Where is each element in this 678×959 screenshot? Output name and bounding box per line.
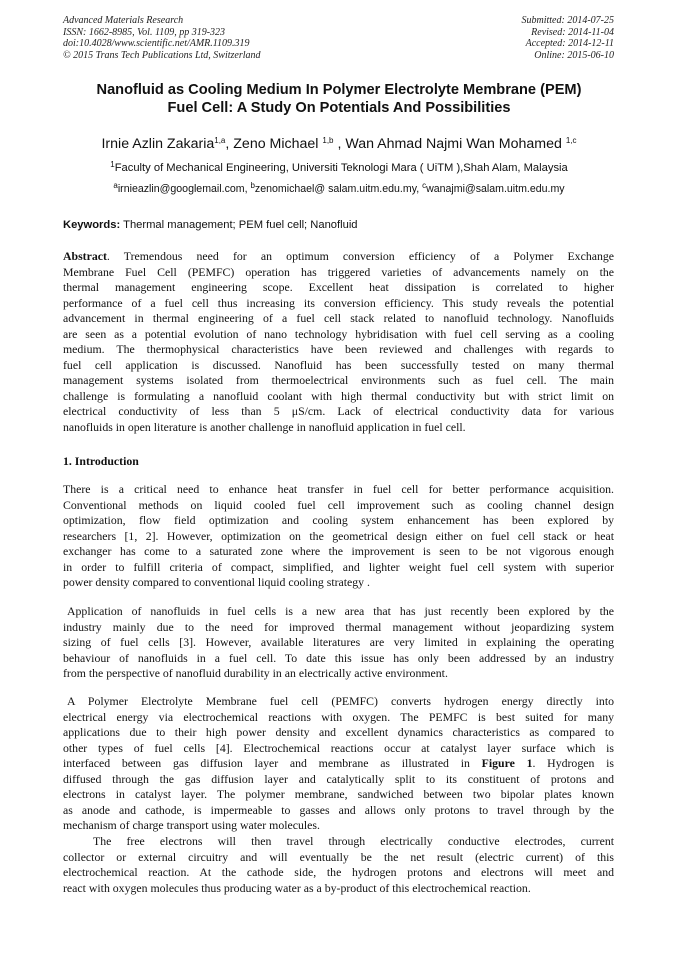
paragraph-line: diffused through the gas diffusion layer and catalytically split to its constituent of protons and [63, 771, 614, 786]
paragraph-line: other types of fuel cells [4]. Electrochemical reactions occur at catalyst layer surface which is [63, 740, 614, 755]
author-1-affil: 1,a [214, 136, 226, 145]
author-3-affil: 1,c [565, 136, 577, 145]
paragraph-line: interfaced between gas diffusion layer and membrane as illustrated in Figure 1. Hydrogen is [63, 756, 614, 770]
paragraph-line: electrons in catalyst layer. The polymer membrane, sandwiched between two bipolar plates known [63, 787, 614, 801]
author-list [20, 135, 658, 153]
submitted-date: Submitted: 2014-07-25 [521, 15, 614, 26]
abstract-line: Membrane Fuel Cell (PEMFC) operation has triggered varieties of advancements namely on the [63, 264, 614, 279]
paragraph-line: industry mainly due to the need for improved thermal management without jeopardizing system [63, 619, 614, 634]
journal-header-right [522, 15, 615, 61]
paragraph-line: react with oxygen molecules thus producing water as a by-product of this electrochemical reaction. [63, 880, 531, 895]
online-date: Online: 2015-06-10 [534, 49, 614, 61]
paragraph-line: researchers [1, 2]. However, optimization on the geometrical design either on fuel cell stack or heat [63, 528, 614, 543]
paragraph-line: sizing of fuel cells [3]. However, available literatures are very limited in explaining the operating [63, 635, 614, 649]
paragraph-line: in order to fulfill criteria of compact, simplified, and lighter weight fuel cell system with superior [63, 559, 614, 574]
email-b: zenomichael@ salam.uitm.edu.my, [254, 183, 423, 195]
abstract-line: advancement in thermal engineering of a fuel cell stack related to nanofluid technology. Nanofluids [63, 311, 614, 325]
paragraph-line: Conventional methods on liquid cooled fuel cell improvement such as cooling channel design [63, 497, 614, 512]
issn-line: ISSN: 1662-8985, Vol. 1109, pp 319-323 [63, 26, 226, 38]
email-c: wanajmi@salam.uitm.edu.my [426, 183, 565, 195]
paragraph-line: as anode and cathode, is impermeable to gasses and allows only protons to travel through by the [63, 802, 614, 817]
affiliation-text: Faculty of Mechanical Engineering, Universiti Teknologi Mara ( UiTM ),Shah Alam, Malaysia [114, 162, 568, 174]
paper-title [40, 81, 638, 117]
accepted-date: Accepted: 2014-12-11 [525, 38, 614, 49]
keywords-label: Keywords: [63, 219, 121, 231]
keywords-text: Thermal management; PEM fuel cell; Nanofluid [123, 219, 358, 231]
abstract-line: Abstract. Tremendous need for an optimum conversion efficiency of a Polymer Exchange [63, 249, 614, 263]
author-2: , Zeno Michael [225, 136, 323, 152]
intro-paragraph-2 [63, 604, 614, 682]
abstract [63, 249, 614, 435]
copyright-line: © 2015 Trans Tech Publications Ltd, Switzerland [63, 49, 261, 61]
journal-header-left [63, 15, 261, 61]
author-emails [20, 182, 658, 196]
intro-paragraph-4 [63, 834, 614, 896]
paragraph-line: from the perspective of nanofluid durability in an electrically active environment. [63, 666, 448, 680]
paragraph-line: The free electrons will then travel through electrically conductive electrodes, current [93, 834, 614, 848]
section-heading-introduction: 1. Introduction [63, 454, 139, 468]
email-a-marker: a [113, 181, 118, 190]
abstract-line: thermal management engineering scope. Excellent heat dissipation is correlated to higher [63, 280, 614, 294]
paragraph-line: electrochemical reaction. At the cathode side, the hydrogen protons and electrons will meet and [63, 865, 614, 879]
title-line-2: Fuel Cell: A Study On Potentials And Possibilities [167, 100, 511, 116]
paragraph-line: behaviour of nanofluids in a fuel cell. To date this issue has only been addressed by an industry [63, 650, 614, 665]
abstract-line: electrical conductivity of less than 5 μS/cm. Lack of electrical conductivity data for various [63, 404, 614, 418]
paragraph-line: power density compared to conventional liquid cooling strategy . [63, 575, 370, 589]
email-b-marker: b [250, 181, 255, 190]
paragraph-line: electrical energy via electrochemical reactions with oxygen. The PEMFC is best suited for many [63, 709, 614, 724]
paragraph-line: exchanger has come to a saturated zone where the improvement is seen to be not vigorous enough [63, 544, 614, 558]
paragraph-line: mechanism of charge transport using water molecules. [63, 818, 320, 832]
intro-paragraph-3 [63, 694, 614, 834]
figure-1-reference: Figure 1 [481, 756, 533, 770]
affiliation-number: 1 [110, 160, 115, 169]
abstract-line: are seen as a potential evolution of nano technology hybridisation with fuel cell serving as a cooling [63, 326, 614, 341]
paragraph-line: applications due to their high power density and excellent dynamics characteristics as compared to [63, 725, 614, 739]
email-a: irnieazlin@googlemail.com, [117, 183, 251, 195]
email-c-marker: c [422, 181, 427, 190]
paragraph-line: A Polymer Electrolyte Membrane fuel cell (PEMFC) converts hydrogen energy directly into [67, 694, 614, 708]
author-3: , Wan Ahmad Najmi Wan Mohamed [333, 136, 566, 152]
abstract-line: challenge is formulating a nanofluid coolant with high thermal conductivity but with strict limit on [63, 388, 614, 403]
intro-paragraph-1 [63, 482, 614, 591]
title-line-1: Nanofluid as Cooling Medium In Polymer Electrolyte Membrane (PEM) [96, 82, 582, 98]
author-1: Irnie Azlin Zakaria [101, 136, 215, 152]
revised-date: Revised: 2014-11-04 [531, 26, 614, 38]
author-2-affil: 1,b [322, 136, 334, 145]
abstract-line: performance of a fuel cell thus increasing its conversion efficiency. This study reveals the potential [63, 295, 614, 310]
abstract-line: management systems isolated from thermoelectrical environments such as fuel cell. The main [63, 373, 614, 387]
abstract-label: Abstract [63, 249, 107, 263]
paragraph-line: There is a critical need to enhance heat transfer in fuel cell for better performance acquisition. [63, 482, 614, 496]
journal-name: Advanced Materials Research [63, 15, 184, 26]
paragraph-line: collector or external circuitry and will eventually be the net result (electric current) of this [63, 849, 614, 864]
keywords [63, 218, 358, 232]
paragraph-line: optimization, flow field optimization and cooling system enhancement has been explored by [63, 513, 614, 527]
abstract-line: fuel cell application is discussed. Nanofluid has been successfully tested on many thermal [63, 357, 614, 372]
paragraph-line: Application of nanofluids in fuel cells is a new area that has just recently been explored by the [67, 604, 614, 618]
affiliation [20, 161, 658, 175]
doi-line: doi:10.4028/www.scientific.net/AMR.1109.319 [63, 38, 250, 49]
abstract-line: nanofluids in open literature is another challenge in nanofluid application in fuel cell. [63, 419, 466, 434]
abstract-line: medium. The thermophysical characteristics have been reviewed and challenges with regards to [63, 342, 614, 356]
